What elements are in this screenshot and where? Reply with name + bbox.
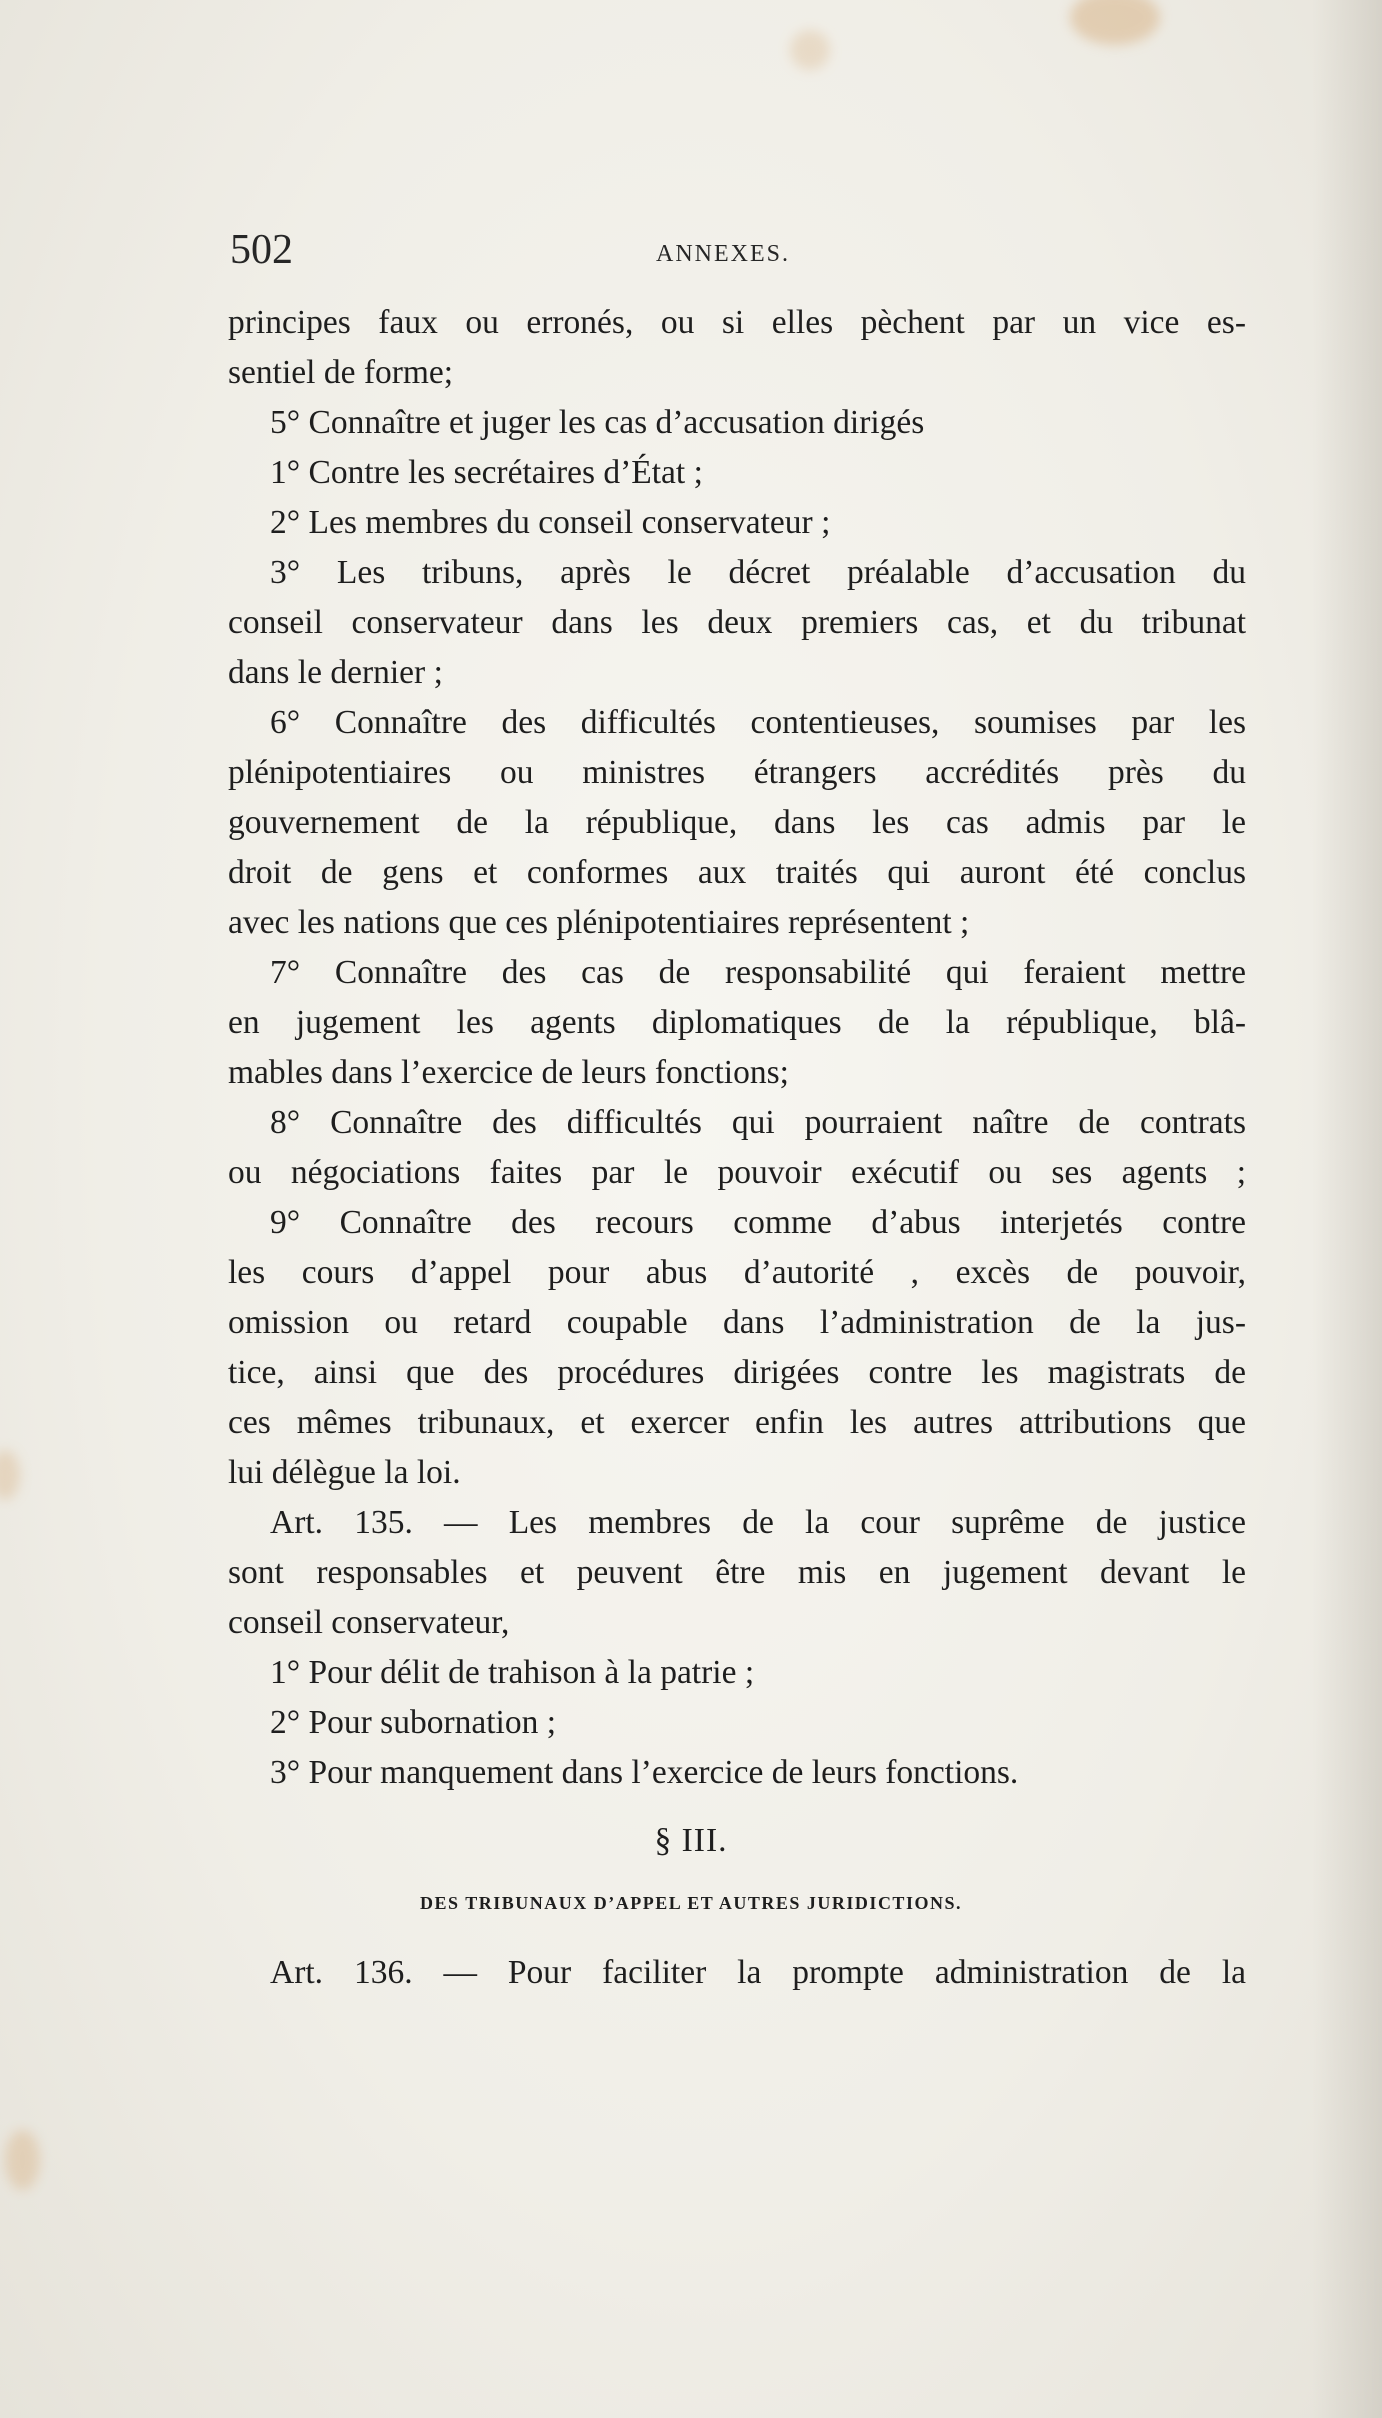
page-number: 502 [230,227,293,273]
foxing-spot [1070,0,1160,45]
foxing-spot [790,30,830,70]
text-line: tice, ainsi que des procédures dirigées contre les magistrats de [228,1354,1246,1391]
text-line: droit de gens et conformes aux traités qui auront été conclus [228,854,1246,891]
text-line: Art. 136. — Pour faciliter la prompte administration de la [270,1954,1246,1991]
text-line: mables dans l’exercice de leurs fonctions; [228,1054,789,1091]
text-line: 2° Pour subornation ; [270,1704,557,1741]
text-line: avec les nations que ces plénipotentiaires représentent ; [228,904,970,941]
body-text [228,298,1246,1798]
text-line: 1° Contre les secrétaires d’État ; [270,454,703,491]
text-line: conseil conservateur dans les deux premiers cas, et du tribunat [228,604,1246,641]
text-line: gouvernement de la république, dans les cas admis par le [228,804,1246,841]
text-line: lui délègue la loi. [228,1454,461,1491]
page-gutter-shadow [1312,0,1382,2418]
text-line: sentiel de forme; [228,354,454,391]
text-line: ou négociations faites par le pouvoir exécutif ou ses agents ; [228,1154,1246,1191]
text-line: 2° Les membres du conseil conservateur ; [270,504,831,541]
text-line: 9° Connaître des recours comme d’abus interjetés contre [270,1204,1246,1241]
running-head: ANNEXES. [656,241,790,267]
text-line: 1° Pour délit de trahison à la patrie ; [270,1654,755,1691]
section-title: § III. [654,1822,728,1859]
page-header [230,225,1250,285]
text-line: 8° Connaître des difficultés qui pourraient naître de contrats [270,1104,1246,1141]
text-line: conseil conservateur, [228,1604,510,1641]
text-line: 5° Connaître et juger les cas d’accusation dirigés [270,404,925,441]
text-line: 3° Les tribuns, après le décret préalable d’accusation du [270,554,1246,591]
foxing-spot [5,2130,40,2190]
text-line: les cours d’appel pour abus d’autorité , excès de pouvoir, [228,1254,1246,1291]
text-line: principes faux ou erronés, ou si elles pèchent par un vice es- [228,304,1246,341]
text-line: 7° Connaître des cas de responsabilité qui feraient mettre [270,954,1246,991]
text-line: sont responsables et peuvent être mis en jugement devant le [228,1554,1246,1591]
text-line: omission ou retard coupable dans l’administration de la jus- [228,1304,1246,1341]
text-line: en jugement les agents diplomatiques de la république, blâ- [228,1004,1246,1041]
text-line: ces mêmes tribunaux, et exercer enfin les autres attributions que [228,1404,1246,1441]
foxing-spot [0,1450,20,1500]
text-line: 3° Pour manquement dans l’exercice de leurs fonctions. [270,1754,1019,1791]
section-subtitle: DES TRIBUNAUX D’APPEL ET AUTRES JURIDICTIONS. [420,1893,962,1913]
text-line: plénipotentiaires ou ministres étrangers accrédités près du [228,754,1246,791]
text-line: 6° Connaître des difficultés contentieuses, soumises par les [270,704,1246,741]
text-line: Art. 135. — Les membres de la cour suprême de justice [270,1504,1246,1541]
text-line: dans le dernier ; [228,654,443,691]
